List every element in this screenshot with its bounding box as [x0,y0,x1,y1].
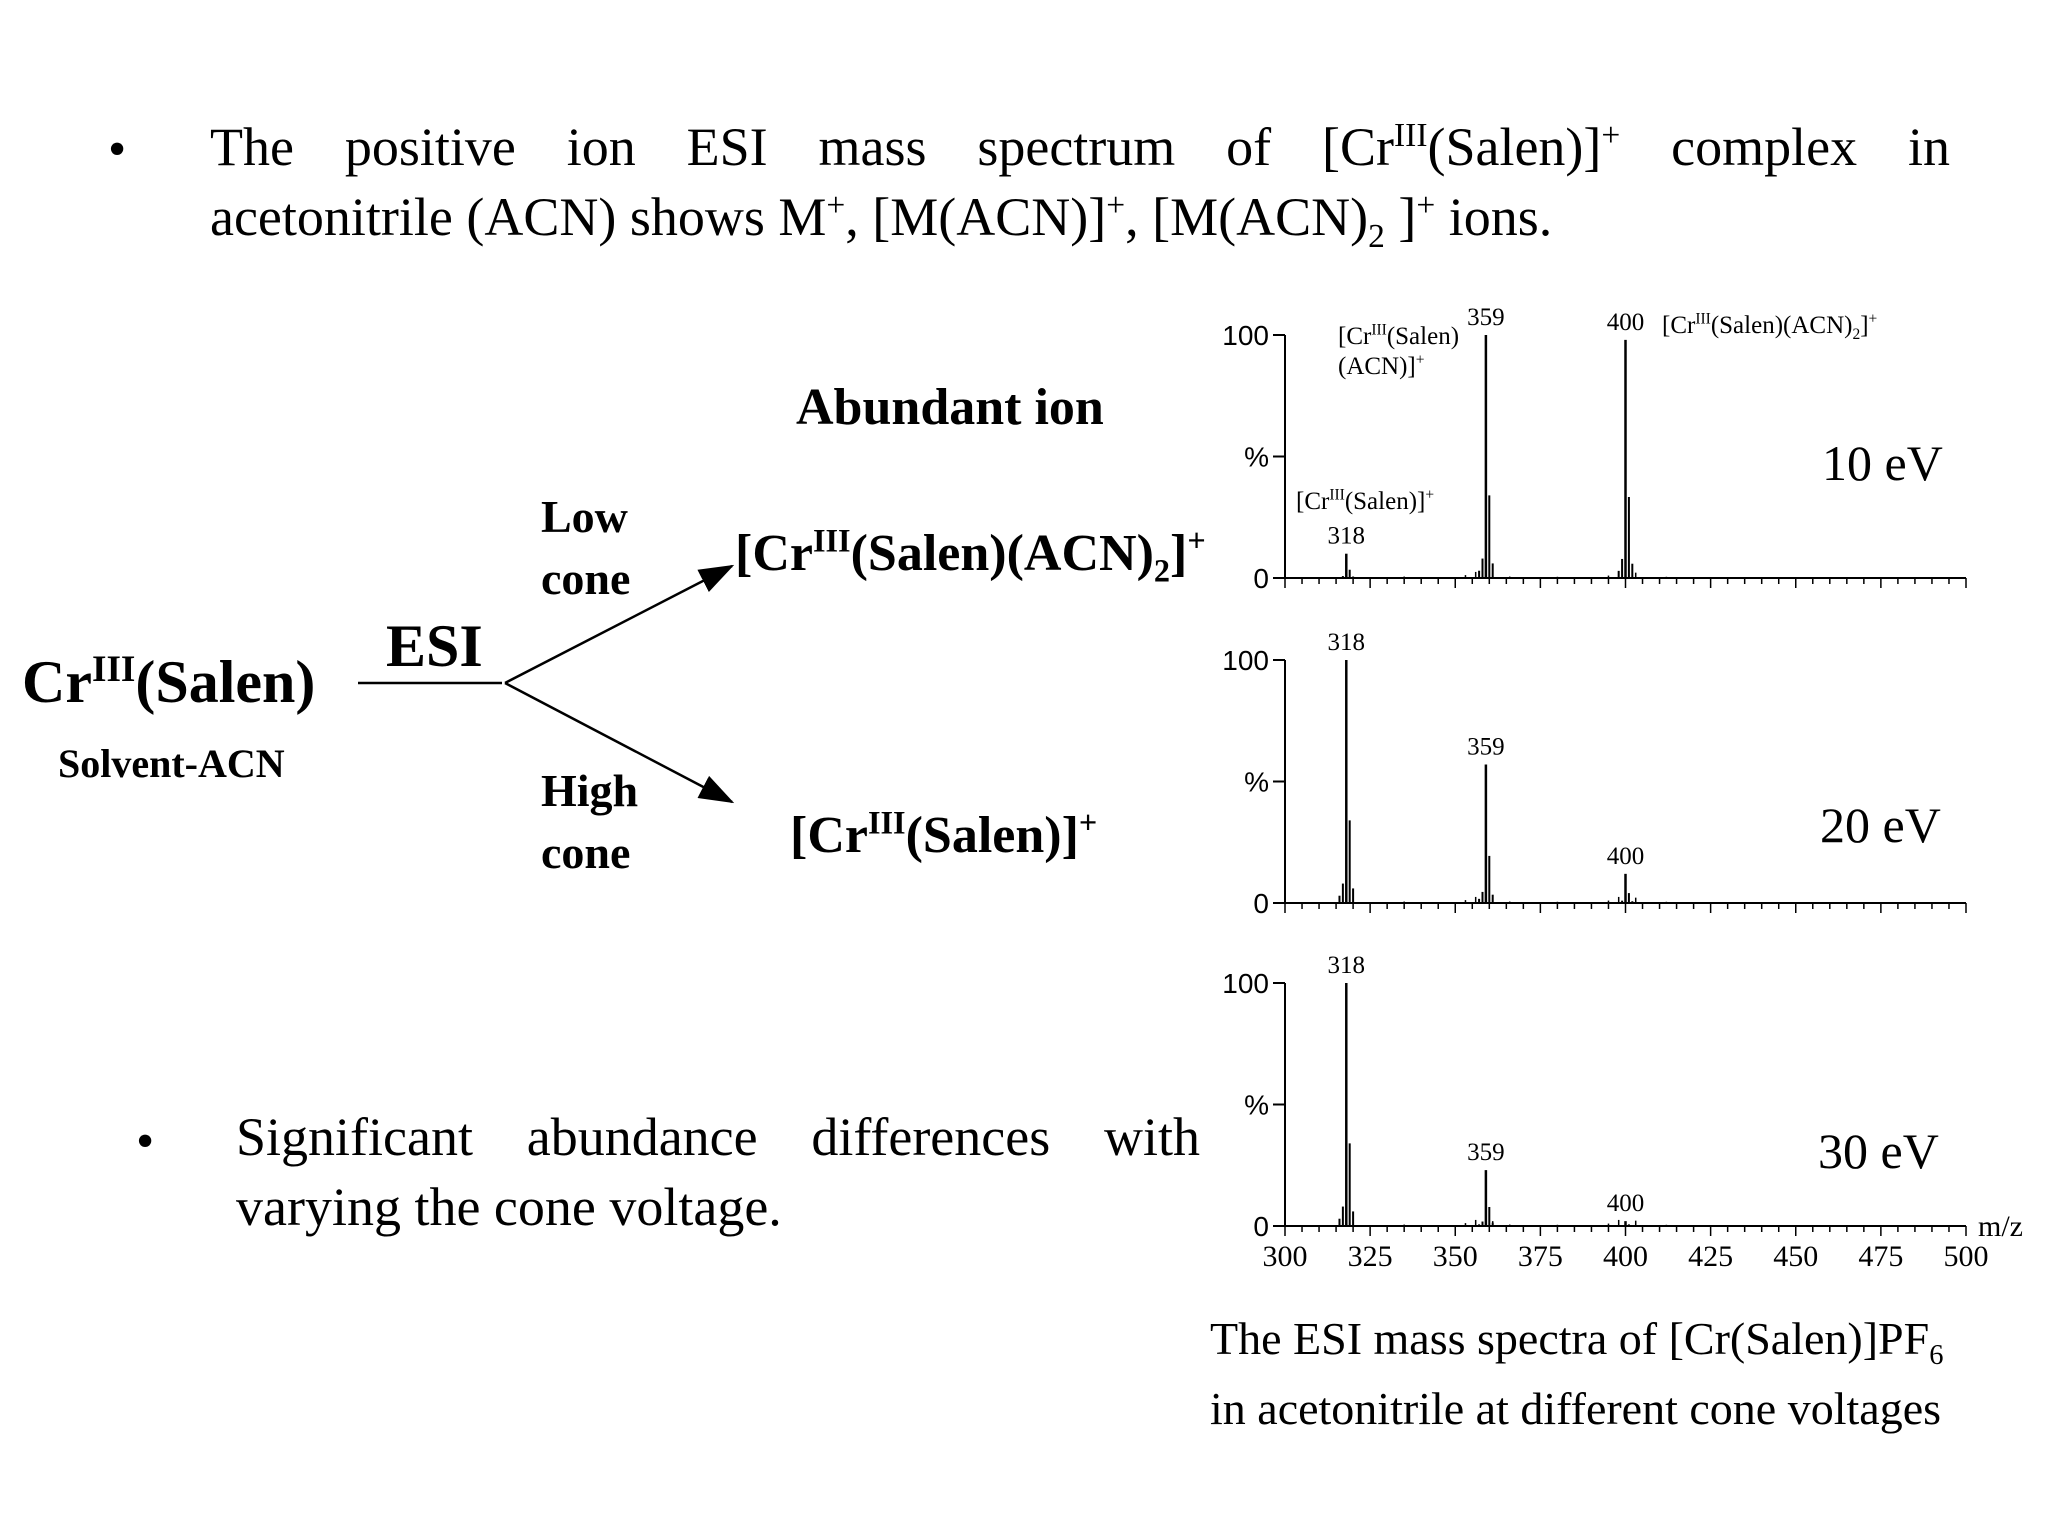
bullet-1-sup-1: III [1394,117,1428,154]
peak-label: 318 [1327,629,1366,656]
low-cone-label-2: cone [541,553,631,604]
ann3-b: (Salen)] [1344,488,1426,515]
x-tick-label: 350 [1432,1240,1478,1273]
ann3-sup: III [1329,486,1345,504]
bullet-2-line-2: varying the cone voltage. [236,1177,782,1237]
ann1-line2: (ACN)] [1338,353,1416,380]
peak-label: 359 [1467,1139,1505,1167]
ann2-sub: 2 [1852,326,1861,343]
product-high-b: (Salen)] [905,807,1079,864]
bullet-1-l2-b: , [M(ACN)] [845,187,1107,247]
high-cone-label-1: High [541,765,639,816]
high-cone-label-2: cone [541,827,631,878]
figure-caption-line-1 [1210,1304,1944,1374]
peak-label: 359 [1467,733,1505,761]
ann2-c: ] [1860,312,1869,339]
bullet-1-text-c: complex in [1620,117,1950,177]
x-tick-label: 400 [1603,1240,1648,1273]
bullet-1-l2-sub1: 2 [1368,217,1385,255]
product-high-sup: III [867,804,906,841]
bullet-1-l2-d: ] [1384,187,1417,247]
peak-label: 400 [1606,842,1645,870]
bullet-1-l2-sup2: + [1106,187,1126,224]
reactant-sup: III [91,649,136,690]
ann2-sup2: + [1868,310,1878,328]
bullet-2-line-1: Significant abundance differences with [236,1107,1200,1167]
reactant-a: Cr [22,649,92,715]
ann1-sup2: + [1415,351,1425,369]
x-tick-label: 375 [1517,1240,1563,1273]
ann3-a: [Cr [1296,488,1330,515]
product-low-c: ] [1170,525,1188,582]
y-tick-label: 100 [1222,320,1269,351]
peak-label: 359 [1467,304,1505,331]
x-tick-label: 300 [1262,1240,1308,1273]
product-low-b: (Salen)(ACN) [850,525,1154,582]
x-tick-label: 475 [1858,1240,1904,1273]
y-tick-label: 100 [1222,968,1269,999]
reactant-b: (Salen) [135,649,316,715]
y-tick-label: 0 [1253,1211,1269,1242]
solvent-label: Solvent-ACN [58,741,285,786]
ann1-a: [Cr [1338,323,1372,350]
abundant-ion-heading: Abundant ion [796,379,1104,436]
panel-3-energy-label: 30 eV [1818,1123,1939,1179]
y-tick-label: % [1244,1089,1269,1121]
annotation-cr-salen-acn [1338,322,1459,382]
low-cone-label-1: Low [541,491,628,542]
bullet-1-l2-sup3: + [1416,187,1436,224]
bullet-1-l2-a: acetonitrile (ACN) shows M [210,187,827,247]
bullet-symbol-2: • [136,1113,155,1170]
bullet-1-l2-c: , [M(ACN) [1125,187,1369,247]
bullet-1-text-a: The positive ion ESI mass spectrum of [Cr [210,117,1395,177]
product-low-sub: 2 [1153,552,1171,589]
bullet-1-text-b: (Salen)] [1427,117,1602,177]
y-tick-label: % [1244,766,1269,798]
annotation-cr-salen-acn2 [1662,310,1878,343]
x-tick-label: 425 [1688,1240,1734,1273]
product-high-a: [Cr [790,807,868,864]
peak-label: 318 [1327,522,1366,550]
bullet-1-l2-e: ions. [1435,187,1553,247]
ann1-b: (Salen) [1386,323,1460,350]
peak-label: 400 [1606,1190,1645,1218]
caption-a: The ESI mass spectra of [Cr(Salen)]PF [1210,1313,1930,1364]
x-tick-label: 500 [1943,1240,1989,1273]
panel-2-energy-label: 20 eV [1820,797,1941,853]
y-tick-label: 100 [1222,645,1269,676]
panel-1-energy-label: 10 eV [1822,435,1943,491]
product-low-sup2: + [1187,522,1206,559]
ann2-b: (Salen)(ACN) [1710,312,1853,339]
product-low-a: [Cr [735,525,813,582]
product-high-sup2: + [1078,804,1098,841]
ann2-a: [Cr [1662,312,1696,339]
ann1-sup: III [1371,321,1387,339]
y-tick-label: 0 [1253,888,1269,919]
annotation-cr-salen [1296,488,1434,516]
x-tick-label: 450 [1773,1240,1819,1273]
y-tick-label: 0 [1253,563,1269,594]
esi-label: ESI [386,613,483,679]
bullet-1-l2-sup1: + [826,187,846,224]
ann2-sup: III [1695,310,1711,328]
peak-label: 318 [1327,952,1366,979]
bullet-1-sup-2: + [1601,117,1621,154]
peak-label: 400 [1606,308,1645,336]
ann3-sup2: + [1425,486,1435,504]
caption-sub: 6 [1929,1340,1944,1372]
x-tick-label: 325 [1347,1240,1393,1273]
product-low-sup: III [812,522,851,559]
figure-caption-line-2: in acetonitrile at different cone voltages [1210,1383,1942,1434]
bullet-symbol-1: • [108,121,127,178]
y-tick-label: % [1244,441,1269,473]
x-axis-label: m/z [1978,1210,2023,1243]
